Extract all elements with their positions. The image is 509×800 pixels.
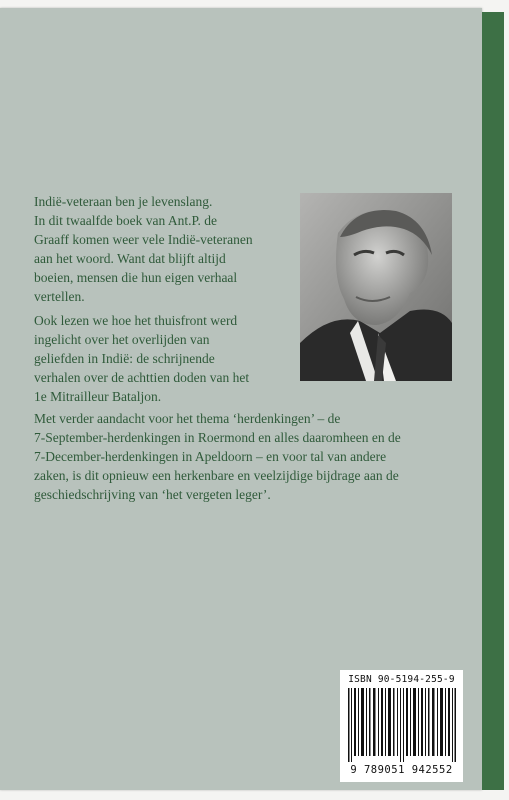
closing-line: 7-December-herdenkingen in Apeldoorn – en voor tal van andere: [34, 449, 387, 464]
author-photo: [300, 193, 452, 381]
intro-paragraph: [34, 192, 294, 306]
barcode-bars: [348, 688, 456, 762]
isbn-label: ISBN 90-5194-255-9: [348, 674, 455, 685]
intro-line: boeien, mensen die hun eigen verhaal: [34, 270, 238, 285]
closing-line: Met verder aandacht voor het thema ‘herdenkingen’ – de: [34, 411, 341, 426]
closing-line: geschiedschrijving van ‘het vergeten leger’.: [34, 487, 271, 502]
homefront-line: verhalen over de achttien doden van het: [34, 370, 250, 385]
closing-line: zaken, is dit opnieuw een herkenbare en veelzijdige bijdrage aan de: [34, 468, 399, 483]
spine-strip: [482, 12, 504, 790]
intro-line: Indië-veteraan ben je levenslang.: [34, 194, 213, 209]
intro-line: vertellen.: [34, 289, 85, 304]
homefront-line: geliefden in Indië: de schrijnende: [34, 351, 215, 366]
intro-line: aan het woord. Want dat blijft altijd: [34, 251, 226, 266]
author-portrait-image: [300, 193, 452, 381]
closing-paragraph: [34, 409, 454, 504]
homefront-line: 1e Mitrailleur Bataljon.: [34, 389, 162, 404]
barcode-box: [340, 670, 463, 782]
homefront-line: Ook lezen we hoe het thuisfront werd: [34, 313, 238, 328]
homefront-paragraph: [34, 311, 294, 406]
intro-line: Graaff komen weer vele Indië-veteranen: [34, 232, 253, 247]
intro-line: In dit twaalfde boek van Ant.P. de: [34, 213, 217, 228]
closing-line: 7-September-herdenkingen in Roermond en alles daaromheen en de: [34, 430, 401, 445]
homefront-line: ingelicht over het overlijden van: [34, 332, 210, 347]
ean-number: 9 789051 942552: [350, 764, 453, 776]
